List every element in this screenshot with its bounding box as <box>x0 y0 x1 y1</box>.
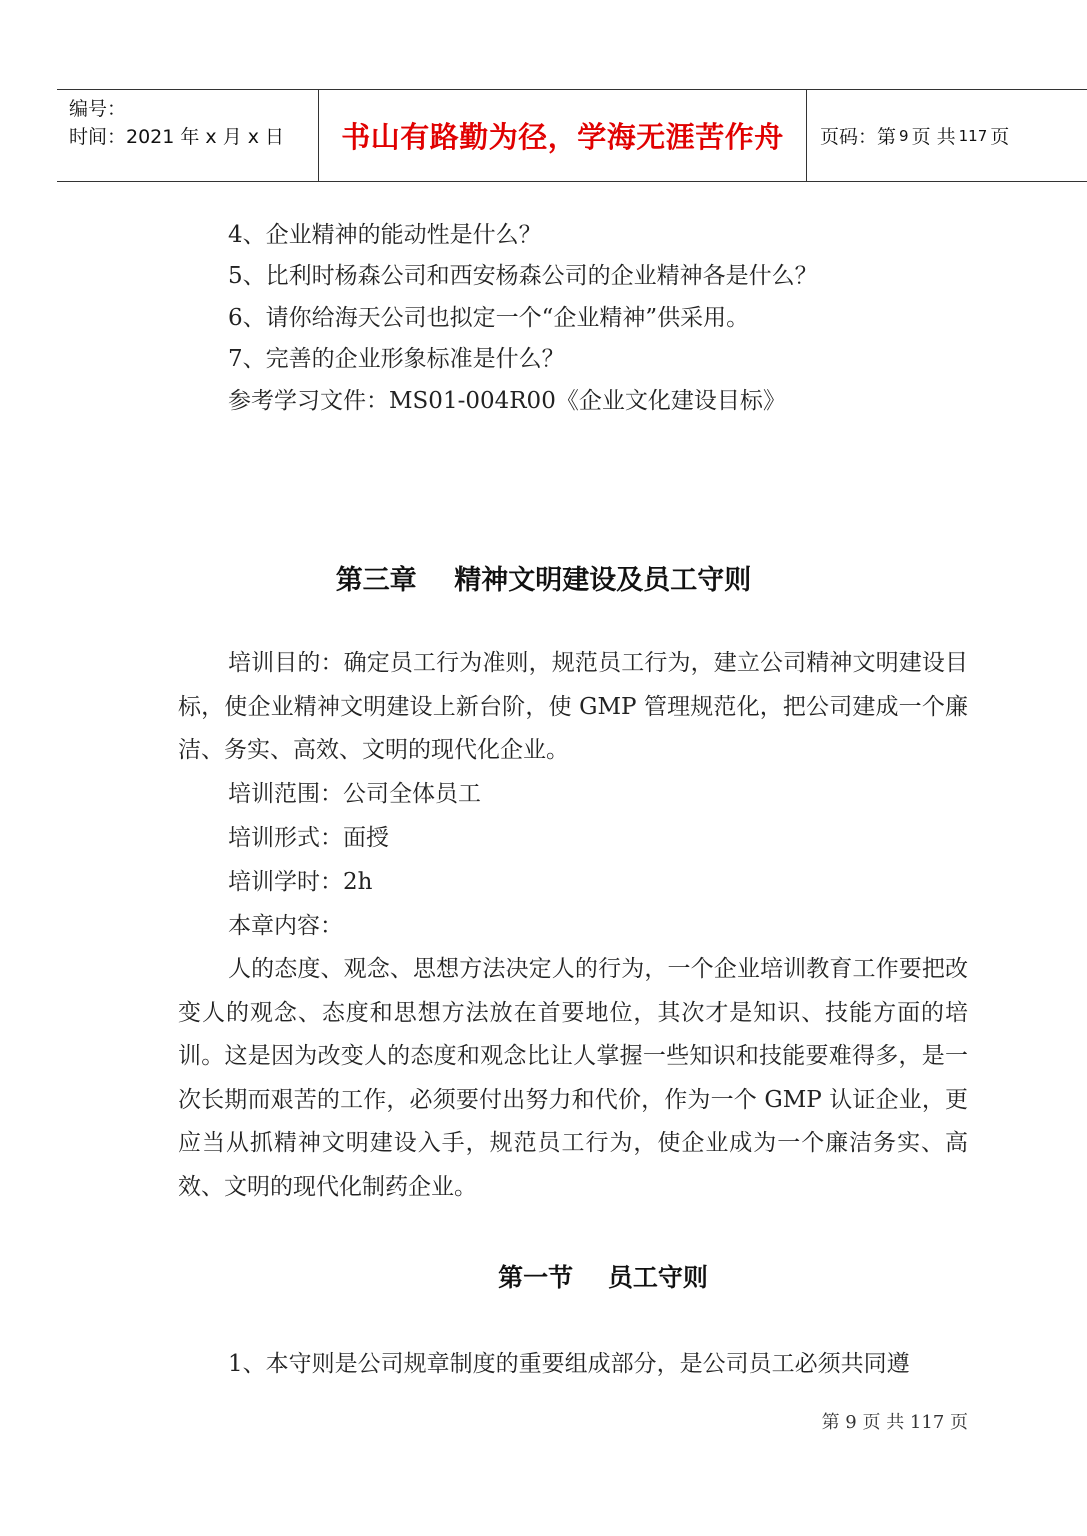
document-time-label: 时间：2021 年 x 月 x 日 <box>69 126 285 148</box>
rule-1: 1、本守则是公司规章制度的重要组成部分，是公司员工必须共同遵 <box>228 1351 910 1377</box>
page-current: 9 <box>899 126 909 145</box>
page-mid: 页 共 <box>911 126 956 148</box>
page-suffix: 页 <box>990 126 1010 148</box>
training-hours: 培训学时：2h <box>228 869 373 895</box>
header-page-info <box>807 90 1087 181</box>
chapter-content-label: 本章内容： <box>228 913 343 939</box>
section-title: 第一节 员工守则 <box>498 1263 708 1292</box>
header-meta-cell <box>57 90 319 181</box>
question-5: 5、比利时杨森公司和西安杨森公司的企业精神各是什么？ <box>228 263 818 289</box>
page-prefix: 页码：第 <box>820 126 897 148</box>
question-4: 4、企业精神的能动性是什么？ <box>228 222 542 248</box>
header-motto: 书山有路勤为径，学海无涯苦作舟 <box>319 90 807 181</box>
training-scope: 培训范围：公司全体员工 <box>228 781 481 807</box>
document-header <box>57 89 1087 182</box>
page-total: 117 <box>958 126 988 145</box>
training-form: 培训形式：面授 <box>228 825 389 851</box>
question-7: 7、完善的企业形象标准是什么？ <box>228 346 565 372</box>
question-6: 6、请你给海天公司也拟定一个“企业精神”供采用。 <box>228 305 750 331</box>
body-paragraph: 人的态度、观念、思想方法决定人的行为，一个企业培训教育工作要把改变人的观念、态度和思想方法放在首要地位，其次才是知识、技能方面的培训。这是因为改变人的态度和观念比让人掌握一些知识和技能要难得多，是一次长期而艰苦的工作，必须要付出努力和代价，作为一个 GMP 认证企业，更应当从抓精神文明建设入手，规范员工行为，使企业成为一个廉洁务实、高效、文明的现代化制药企业。 <box>178 956 968 1200</box>
document-number-label: 编号： <box>69 98 127 120</box>
chapter-title: 第三章 精神文明建设及员工守则 <box>335 565 752 596</box>
training-purpose: 培训目的：确定员工行为准则，规范员工行为，建立公司精神文明建设目标，使企业精神文明建设上新台阶，使 GMP 管理规范化，把公司建成一个廉洁、务实、高效、文明的现代化企业。 <box>178 650 968 764</box>
page-footer: 第 9 页 共 117 页 <box>821 1412 968 1433</box>
reference-document: 参考学习文件：MS01-004R00《企业文化建设目标》 <box>228 388 786 414</box>
